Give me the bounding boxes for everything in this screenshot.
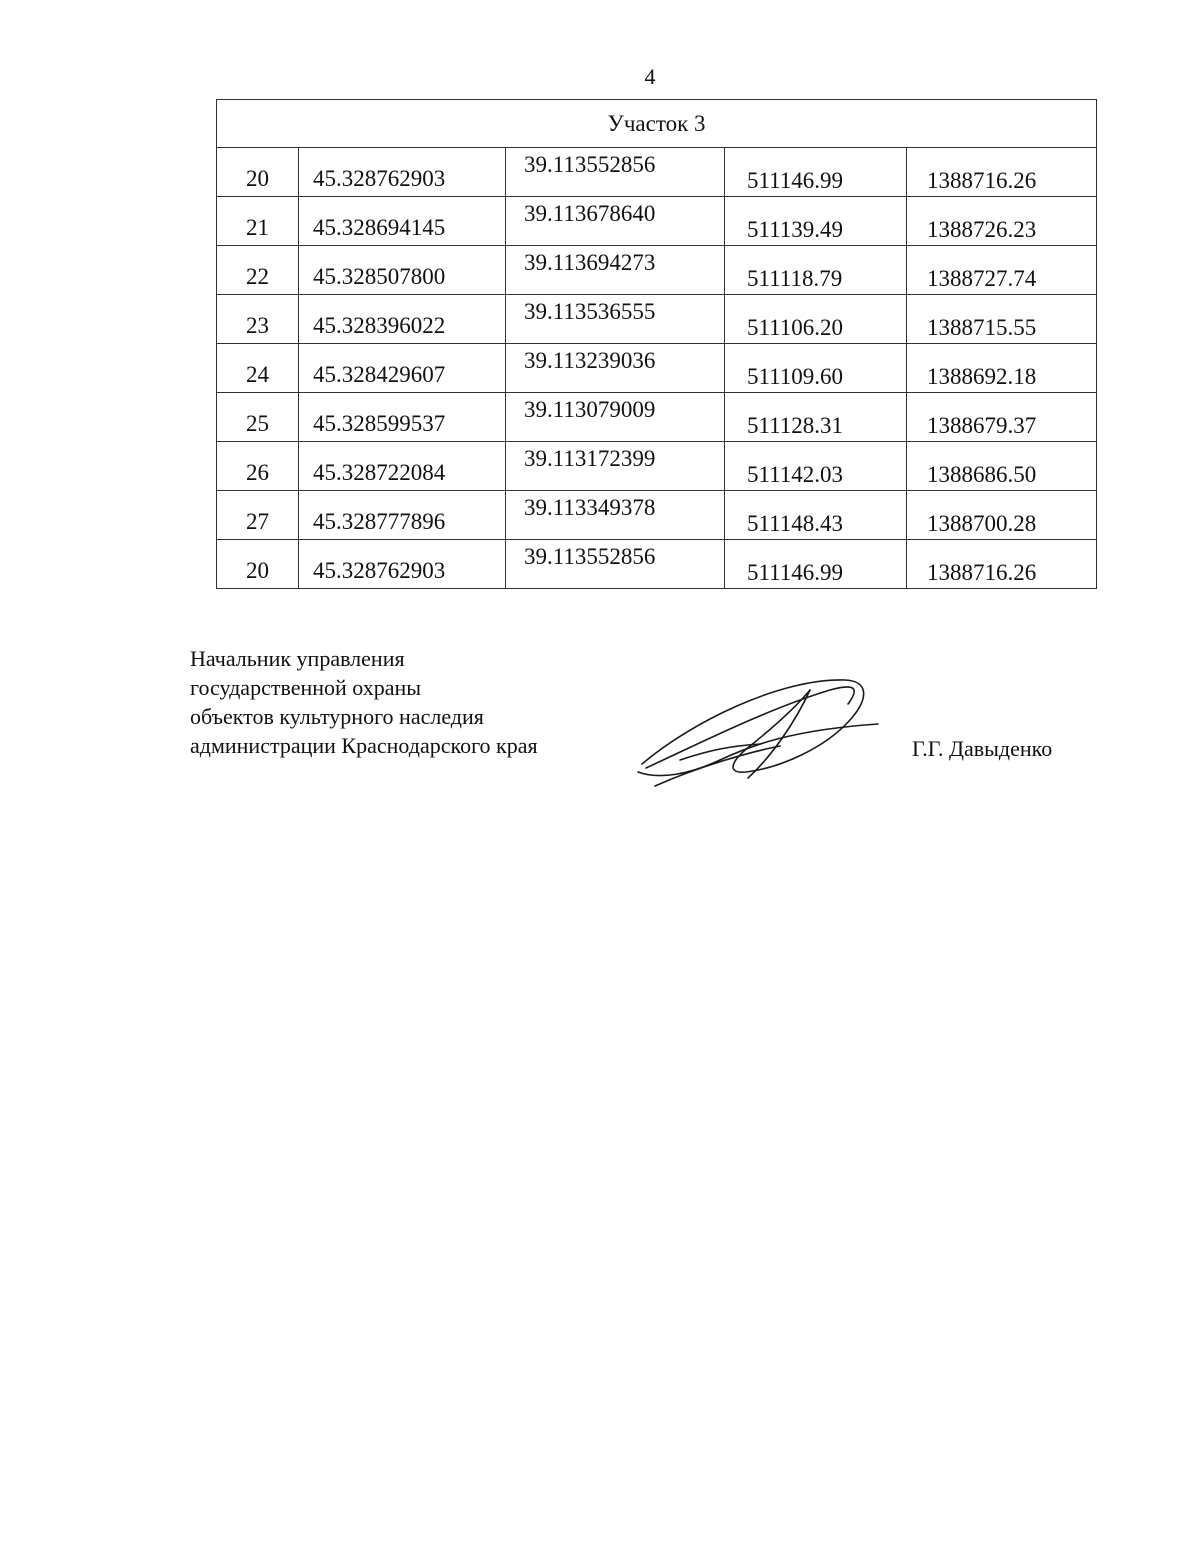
point-number: 26 bbox=[217, 442, 299, 491]
section-title: Участок 3 bbox=[217, 100, 1097, 148]
y-coordinate: 1388679.37 bbox=[907, 393, 1097, 442]
point-number: 20 bbox=[217, 540, 299, 589]
point-number: 25 bbox=[217, 393, 299, 442]
point-number: 20 bbox=[217, 148, 299, 197]
table-row bbox=[217, 393, 1097, 442]
latitude: 45.328762903 bbox=[299, 540, 506, 589]
latitude: 45.328722084 bbox=[299, 442, 506, 491]
latitude: 45.328599537 bbox=[299, 393, 506, 442]
x-coordinate: 511146.99 bbox=[725, 540, 907, 589]
y-coordinate: 1388692.18 bbox=[907, 344, 1097, 393]
latitude: 45.328777896 bbox=[299, 491, 506, 540]
y-coordinate: 1388727.74 bbox=[907, 246, 1097, 295]
point-number: 21 bbox=[217, 197, 299, 246]
latitude: 45.328694145 bbox=[299, 197, 506, 246]
latitude: 45.328396022 bbox=[299, 295, 506, 344]
longitude: 39.113552856 bbox=[506, 540, 725, 589]
longitude: 39.113536555 bbox=[506, 295, 725, 344]
signer-position-line: объектов культурного наследия bbox=[190, 704, 484, 729]
point-number: 27 bbox=[217, 491, 299, 540]
table-row bbox=[217, 197, 1097, 246]
x-coordinate: 511106.20 bbox=[725, 295, 907, 344]
signer-position bbox=[190, 644, 538, 760]
coordinates-table bbox=[216, 99, 1097, 589]
handwritten-signature-icon bbox=[620, 668, 890, 803]
latitude: 45.328762903 bbox=[299, 148, 506, 197]
point-number: 23 bbox=[217, 295, 299, 344]
longitude: 39.113079009 bbox=[506, 393, 725, 442]
longitude: 39.113694273 bbox=[506, 246, 725, 295]
table-row bbox=[217, 540, 1097, 589]
signer-position-line: Начальник управления bbox=[190, 646, 405, 671]
x-coordinate: 511128.31 bbox=[725, 393, 907, 442]
table-row bbox=[217, 442, 1097, 491]
longitude: 39.113552856 bbox=[506, 148, 725, 197]
y-coordinate: 1388686.50 bbox=[907, 442, 1097, 491]
signer-position-line: администрации Краснодарского края bbox=[190, 733, 538, 758]
longitude: 39.113172399 bbox=[506, 442, 725, 491]
point-number: 22 bbox=[217, 246, 299, 295]
table-row bbox=[217, 246, 1097, 295]
longitude: 39.113239036 bbox=[506, 344, 725, 393]
x-coordinate: 511139.49 bbox=[725, 197, 907, 246]
y-coordinate: 1388716.26 bbox=[907, 540, 1097, 589]
section-header-row bbox=[217, 100, 1097, 148]
table-row bbox=[217, 344, 1097, 393]
table-row bbox=[217, 295, 1097, 344]
y-coordinate: 1388726.23 bbox=[907, 197, 1097, 246]
x-coordinate: 511142.03 bbox=[725, 442, 907, 491]
y-coordinate: 1388716.26 bbox=[907, 148, 1097, 197]
x-coordinate: 511109.60 bbox=[725, 344, 907, 393]
table-row bbox=[217, 148, 1097, 197]
signer-name: Г.Г. Давыденко bbox=[912, 736, 1053, 761]
table-row bbox=[217, 491, 1097, 540]
signer-position-line: государственной охраны bbox=[190, 675, 422, 700]
longitude: 39.113349378 bbox=[506, 491, 725, 540]
x-coordinate: 511148.43 bbox=[725, 491, 907, 540]
page-number: 4 bbox=[644, 64, 656, 89]
latitude: 45.328429607 bbox=[299, 344, 506, 393]
longitude: 39.113678640 bbox=[506, 197, 725, 246]
latitude: 45.328507800 bbox=[299, 246, 506, 295]
x-coordinate: 511118.79 bbox=[725, 246, 907, 295]
point-number: 24 bbox=[217, 344, 299, 393]
y-coordinate: 1388715.55 bbox=[907, 295, 1097, 344]
y-coordinate: 1388700.28 bbox=[907, 491, 1097, 540]
x-coordinate: 511146.99 bbox=[725, 148, 907, 197]
